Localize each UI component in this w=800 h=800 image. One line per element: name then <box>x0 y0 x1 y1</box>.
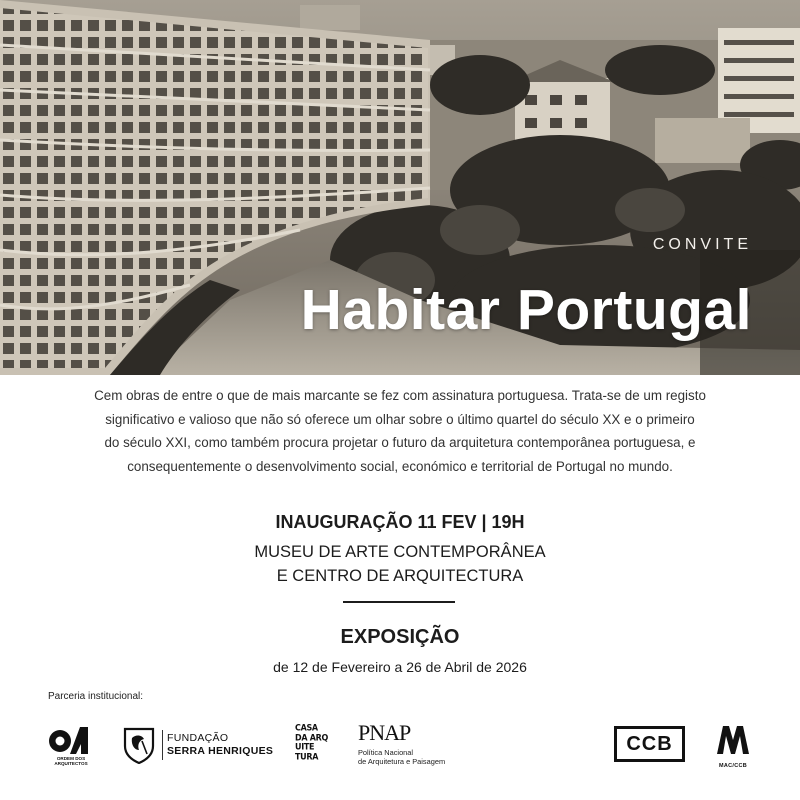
inauguration-date: INAUGURAÇÃO 11 FEV | 19H <box>275 512 525 532</box>
fundacao-serra-henriques-logo <box>122 726 272 764</box>
oa-caption: ORDEM DOS ARQUITECTOS <box>54 756 88 766</box>
venue-line-2: E CENTRO DE ARQUITECTURA <box>276 567 524 585</box>
exhibition-title: Habitar Portugal <box>300 278 752 342</box>
description-line: Cem obras de entre o que de mais marcante se fez com assinatura portuguesa. Trata-se de um registo <box>94 388 706 403</box>
casa-line-4: TURA <box>295 751 319 762</box>
invite-label: CONVITE <box>652 236 752 253</box>
casa-line-2: DA ARQ <box>295 732 328 743</box>
partners-label: Parceria institucional: <box>48 691 144 702</box>
m-mark-icon <box>715 724 751 756</box>
mac-caption: MAC/CCB <box>718 763 748 769</box>
separator <box>162 730 163 760</box>
ordem-arquitectos-logo <box>48 724 94 768</box>
venue-line-1: MUSEU DE ARTE CONTEMPORÂNEA <box>254 543 546 561</box>
exhibition-dates: de 12 de Fevereiro a 26 de Abril de 2026 <box>273 659 527 675</box>
description-line: significativo e valioso que não só oferece um olhar sobre o último quartel do século XX e o primeiro <box>105 411 695 427</box>
fundacao-text <box>167 732 273 758</box>
casa-line-3: UITE <box>295 742 315 752</box>
fundacao-line-1: FUNDAÇÃO <box>167 732 229 744</box>
exhibition-heading: EXPOSIÇÃO <box>340 626 460 648</box>
description-line: do século XXI, como também procura projetar o futuro da arquitetura contemporânea portuguesa, e <box>104 435 696 450</box>
description-line: consequentemente o desenvolvimento social, económico e territorial de Portugal no mundo. <box>127 458 673 474</box>
pnap-line-2: de Arquitetura e Paisagem <box>358 757 446 766</box>
pnap-logo <box>358 722 468 766</box>
shield-seal-icon <box>122 726 156 764</box>
mac-ccb-logo <box>714 724 752 768</box>
divider <box>343 601 455 603</box>
hero-photo <box>0 0 800 375</box>
fundacao-line-2: SERRA HENRIQUES <box>167 745 274 757</box>
oa-mark-icon <box>48 724 94 756</box>
pnap-line-1: Política Nacional <box>358 748 414 757</box>
pnap-mark: PNAP <box>358 720 411 745</box>
ccb-logo: CCB <box>614 726 685 762</box>
casa-arquitectura-logo <box>295 723 329 765</box>
description <box>30 384 770 478</box>
casa-line-1: CASA <box>295 723 318 733</box>
